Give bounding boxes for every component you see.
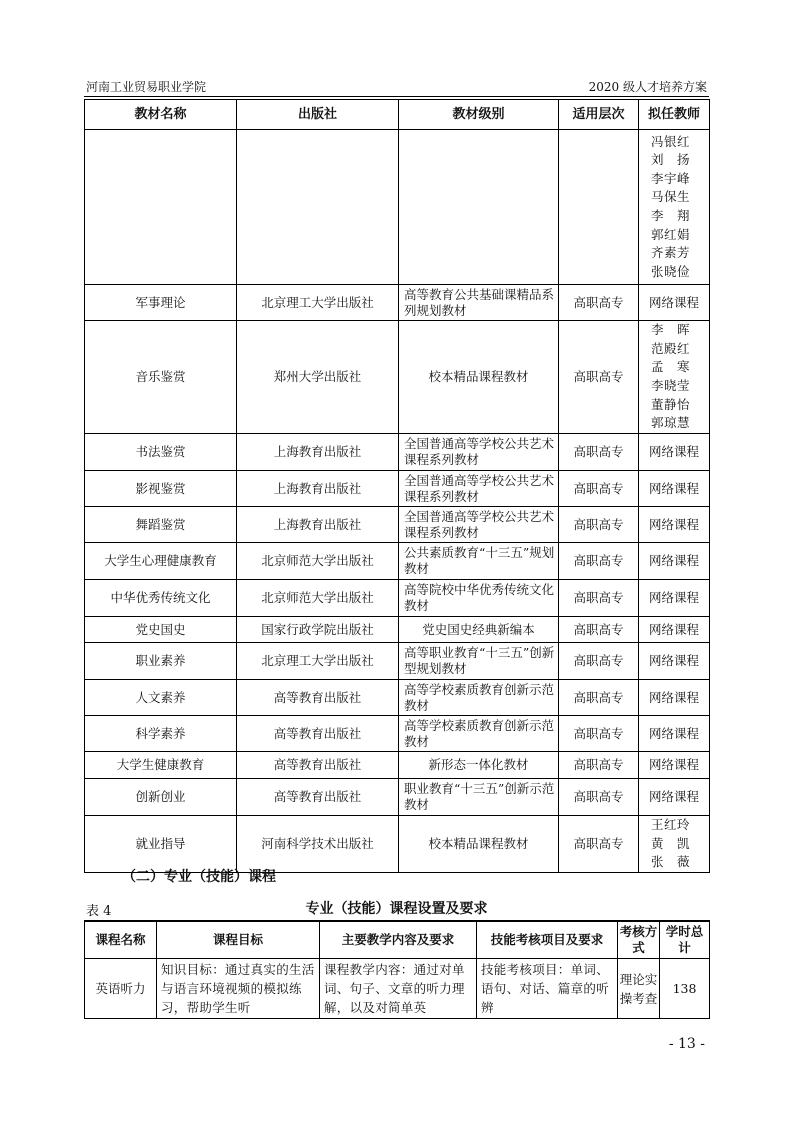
table-row xyxy=(85,716,710,752)
publisher: 上海教育出版社 xyxy=(237,434,399,471)
teacher: 网络课程 xyxy=(639,779,710,816)
teacher-name: 李 晖 xyxy=(651,322,691,338)
table-row xyxy=(85,617,710,643)
applicable-tier: 高职高专 xyxy=(559,580,639,617)
teacher-name: 冯银红 xyxy=(651,133,691,149)
applicable-tier: 高职高专 xyxy=(559,716,639,752)
textbook-table-header xyxy=(85,100,710,130)
header-publisher: 出版社 xyxy=(237,100,399,130)
course-table-header xyxy=(85,921,710,959)
course-hours: 138 xyxy=(660,959,710,1019)
teacher: 网络课程 xyxy=(639,643,710,680)
textbook-name: 就业指导 xyxy=(85,816,237,873)
textbook-name: 音乐鉴赏 xyxy=(85,321,237,434)
teacher: 网络课程 xyxy=(639,434,710,471)
publisher: 北京师范大学出版社 xyxy=(237,543,399,580)
teacher-name: 张晓俭 xyxy=(651,263,691,279)
textbook-level: 高等职业教育“十三五”创新型规划教材 xyxy=(399,643,559,680)
header-textbook-name: 教材名称 xyxy=(85,100,237,130)
textbook-name: 中华优秀传统文化 xyxy=(85,580,237,617)
teacher-name: 黄 凯 xyxy=(651,835,691,851)
teacher-name: 郭琼慧 xyxy=(651,415,691,431)
table-row xyxy=(85,471,710,507)
publisher: 北京理工大学出版社 xyxy=(237,285,399,321)
publisher: 高等教育出版社 xyxy=(237,752,399,779)
publisher: 北京理工大学出版社 xyxy=(237,643,399,680)
applicable-tier: 高职高专 xyxy=(559,507,639,543)
table-row xyxy=(85,680,710,716)
publisher: 北京师范大学出版社 xyxy=(237,580,399,617)
header-school-name: 河南工业贸易职业学院 xyxy=(86,80,207,94)
header-divider xyxy=(84,96,709,97)
table-row xyxy=(85,752,710,779)
textbook-table xyxy=(84,99,710,873)
applicable-tier: 高职高专 xyxy=(559,752,639,779)
textbook-level: 公共素质教育“十三五”规划教材 xyxy=(399,543,559,580)
table-number: 表 4 xyxy=(86,904,112,919)
table-row xyxy=(85,434,710,471)
teacher-name: 张 薇 xyxy=(651,854,691,870)
applicable-tier: 高职高专 xyxy=(559,617,639,643)
teacher: 网络课程 xyxy=(639,507,710,543)
applicable-tier: 高职高专 xyxy=(559,779,639,816)
publisher: 上海教育出版社 xyxy=(237,471,399,507)
textbook-level: 高等学校素质教育创新示范教材 xyxy=(399,716,559,752)
textbook-level: 高等学校素质教育创新示范教材 xyxy=(399,680,559,716)
header-course-name: 课程名称 xyxy=(85,921,157,959)
header-main-content: 主要教学内容及要求 xyxy=(320,921,477,959)
textbook-level: 全国普通高等学校公共艺术课程系列教材 xyxy=(399,471,559,507)
teacher-list xyxy=(639,321,710,434)
textbook-level: 高等教育公共基础课精品系列规划教材 xyxy=(399,285,559,321)
teacher-list xyxy=(639,130,710,285)
applicable-tier: 高职高专 xyxy=(559,643,639,680)
textbook-name: 军事理论 xyxy=(85,285,237,321)
textbook-name: 人文素养 xyxy=(85,680,237,716)
applicable-tier: 高职高专 xyxy=(559,680,639,716)
publisher: 国家行政学院出版社 xyxy=(237,617,399,643)
textbook-level: 全国普通高等学校公共艺术课程系列教材 xyxy=(399,434,559,471)
header-teacher: 拟任教师 xyxy=(639,100,710,130)
teacher: 网络课程 xyxy=(639,716,710,752)
textbook-level: 高等院校中华优秀传统文化教材 xyxy=(399,580,559,617)
header-course-goal: 课程目标 xyxy=(157,921,320,959)
applicable-tier xyxy=(559,130,639,285)
textbook-level: 党史国史经典新编本 xyxy=(399,617,559,643)
textbook-level: 全国普通高等学校公共艺术课程系列教材 xyxy=(399,507,559,543)
textbook-name: 影视鉴赏 xyxy=(85,471,237,507)
teacher: 网络课程 xyxy=(639,617,710,643)
teacher-name: 郭红娟 xyxy=(651,226,691,242)
teacher-name: 董静怡 xyxy=(651,396,691,412)
publisher: 高等教育出版社 xyxy=(237,716,399,752)
table-row xyxy=(85,779,710,816)
teacher-name: 李晓莹 xyxy=(651,378,691,393)
course-assessment: 理论实操考查 xyxy=(618,959,660,1019)
teacher-name: 孟 寒 xyxy=(651,359,691,375)
publisher xyxy=(237,130,399,285)
applicable-tier: 高职高专 xyxy=(559,285,639,321)
page-number: - 13 - xyxy=(668,1036,705,1052)
teacher: 网络课程 xyxy=(639,471,710,507)
applicable-tier: 高职高专 xyxy=(559,471,639,507)
header-applicable-tier: 适用层次 xyxy=(559,100,639,130)
course-skill: 技能考核项目：单词、语句、对话、篇章的听辨 xyxy=(477,959,618,1019)
textbook-level: 校本精品课程教材 xyxy=(399,321,559,434)
teacher-name: 齐素芳 xyxy=(651,245,691,261)
textbook-name: 创新创业 xyxy=(85,779,237,816)
header-assessment-method: 考核方式 xyxy=(618,921,660,959)
textbook-level xyxy=(399,130,559,285)
teacher-name: 刘 扬 xyxy=(651,152,691,168)
teacher: 网络课程 xyxy=(639,680,710,716)
teacher-name: 李 翔 xyxy=(651,208,691,223)
table-row xyxy=(85,285,710,321)
textbook-name: 科学素养 xyxy=(85,716,237,752)
publisher: 高等教育出版社 xyxy=(237,680,399,716)
table-row xyxy=(85,321,710,434)
teacher: 网络课程 xyxy=(639,543,710,580)
teacher: 网络课程 xyxy=(639,580,710,617)
textbook-level: 职业教育“十三五”创新示范教材 xyxy=(399,779,559,816)
publisher: 郑州大学出版社 xyxy=(237,321,399,434)
course-table xyxy=(84,920,710,1019)
table-row xyxy=(85,543,710,580)
teacher: 网络课程 xyxy=(639,752,710,779)
table-row xyxy=(85,580,710,617)
table-row xyxy=(85,507,710,543)
textbook-name: 书法鉴赏 xyxy=(85,434,237,471)
table-row xyxy=(85,643,710,680)
applicable-tier: 高职高专 xyxy=(559,434,639,471)
textbook-level: 校本精品课程教材 xyxy=(399,816,559,873)
header-total-hours: 学时总计 xyxy=(660,921,710,959)
publisher: 高等教育出版社 xyxy=(237,779,399,816)
table-row xyxy=(85,816,710,873)
header-skill-assessment: 技能考核项目及要求 xyxy=(477,921,618,959)
textbook-level: 新形态一体化教材 xyxy=(399,752,559,779)
teacher-name: 李宇峰 xyxy=(651,170,691,186)
teacher-list xyxy=(639,816,710,873)
teacher: 网络课程 xyxy=(639,285,710,321)
applicable-tier: 高职高专 xyxy=(559,321,639,434)
section-title: （二）专业（技能）课程 xyxy=(122,869,276,885)
course-goal: 知识目标：通过真实的生活与语言环境视频的模拟练习，帮助学生听 xyxy=(157,959,320,1019)
teacher-name: 范殿红 xyxy=(651,340,691,356)
textbook-name: 舞蹈鉴赏 xyxy=(85,507,237,543)
teacher-name: 王红玲 xyxy=(651,817,691,832)
publisher: 上海教育出版社 xyxy=(237,507,399,543)
textbook-name xyxy=(85,130,237,285)
table-row xyxy=(85,959,710,1019)
applicable-tier: 高职高专 xyxy=(559,816,639,873)
publisher: 河南科学技术出版社 xyxy=(237,816,399,873)
textbook-name: 党史国史 xyxy=(85,617,237,643)
header-textbook-level: 教材级别 xyxy=(399,100,559,130)
table-row xyxy=(85,130,710,285)
applicable-tier: 高职高专 xyxy=(559,543,639,580)
course-name: 英语听力 xyxy=(85,959,157,1019)
course-content: 课程教学内容：通过对单词、句子、文章的听力理解，以及对简单英 xyxy=(320,959,477,1019)
textbook-name: 大学生心理健康教育 xyxy=(85,543,237,580)
teacher-name: 马保生 xyxy=(651,189,691,205)
textbook-name: 大学生健康教育 xyxy=(85,752,237,779)
table-title: 专业（技能）课程设置及要求 xyxy=(305,901,488,917)
header-plan-title: 2020 级人才培养方案 xyxy=(588,80,707,94)
textbook-name: 职业素养 xyxy=(85,643,237,680)
